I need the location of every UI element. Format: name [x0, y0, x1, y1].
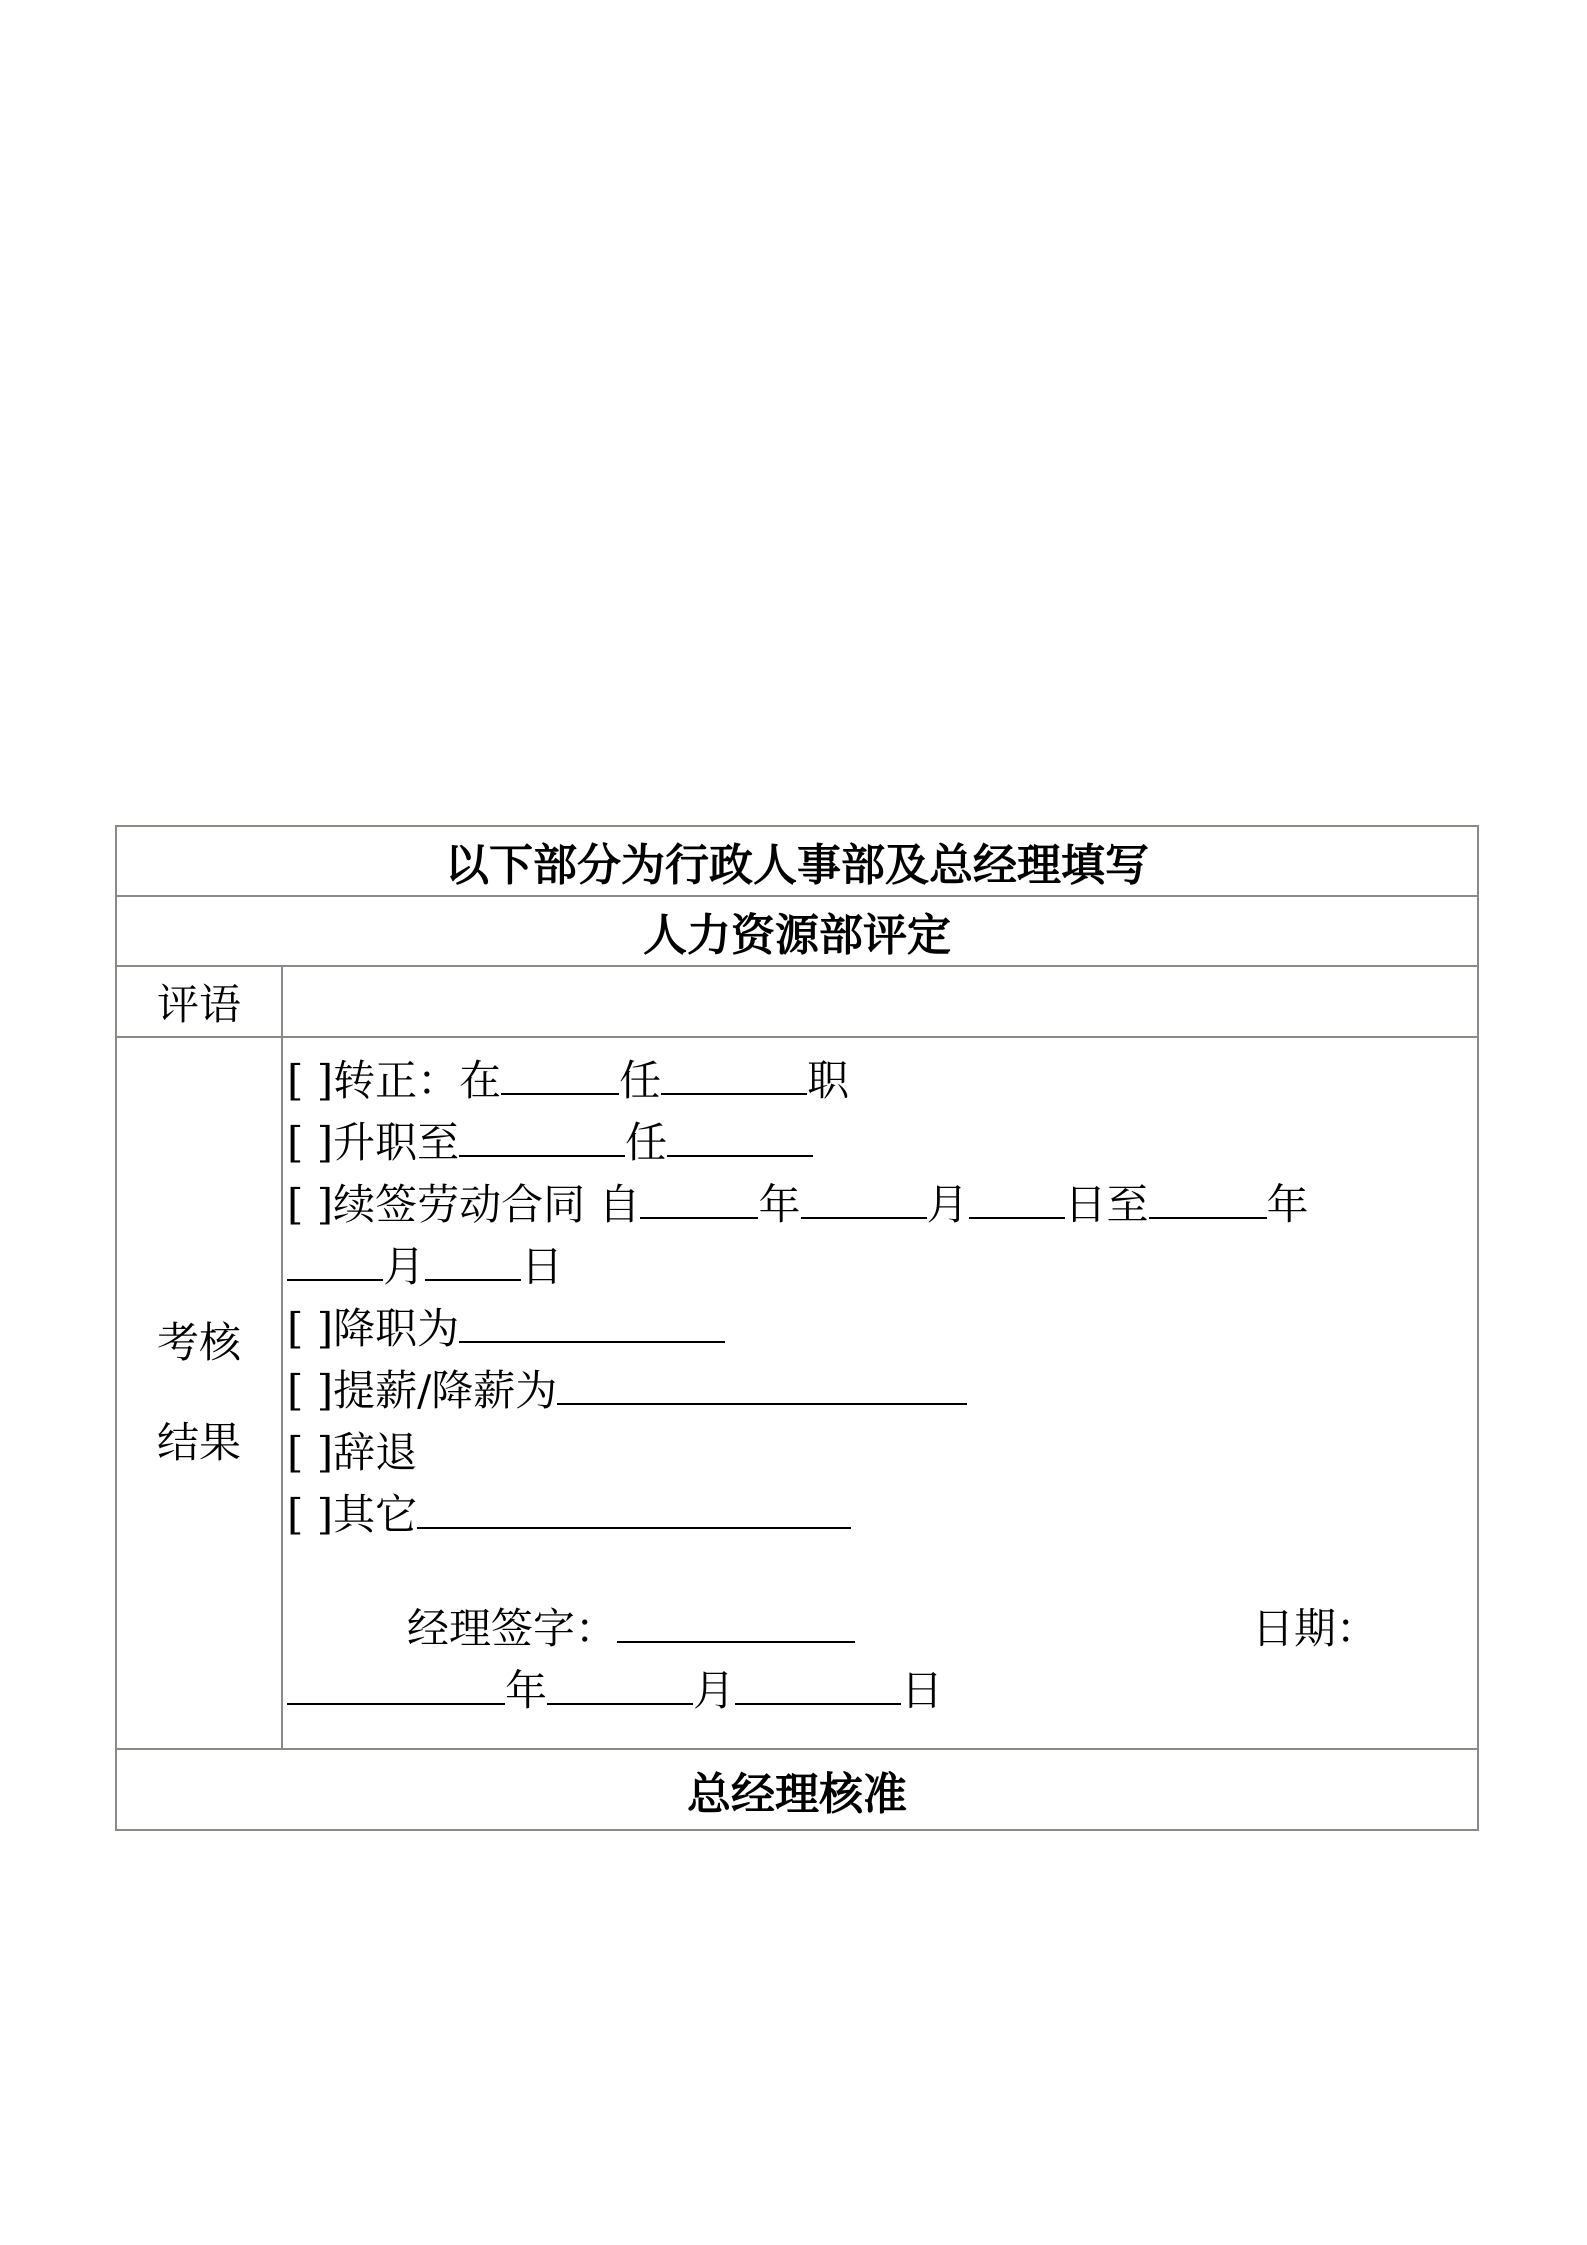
option-regularize	[287, 1050, 1477, 1112]
option-dismiss	[287, 1422, 1477, 1484]
checkbox-promote[interactable]: [ ]	[287, 1118, 334, 1167]
result-options-cell	[282, 1037, 1478, 1749]
option-renew-continued	[287, 1236, 1477, 1298]
blank-renew-month1[interactable]	[801, 1175, 927, 1219]
option-regularize-mid: 任	[619, 1056, 662, 1105]
sign-year: 年	[505, 1666, 548, 1715]
checkbox-renew[interactable]: [ ]	[287, 1180, 334, 1229]
manager-signature	[407, 1598, 855, 1660]
checkbox-regularize[interactable]: [ ]	[287, 1056, 334, 1105]
title-row	[116, 826, 1478, 896]
option-promote-mid: 任	[625, 1118, 668, 1167]
blank-renew-year2[interactable]	[1149, 1175, 1267, 1219]
option-other	[287, 1484, 1477, 1546]
blank-renew-year1[interactable]	[640, 1175, 758, 1219]
comment-label: 评语	[116, 966, 282, 1037]
signature-date-line	[287, 1660, 1477, 1722]
option-dismiss-label: 辞退	[333, 1428, 418, 1477]
checkbox-other[interactable]: [ ]	[287, 1490, 334, 1539]
signature-line	[287, 1598, 1477, 1660]
option-renew-year1: 年	[758, 1180, 801, 1229]
evaluation-form-table	[115, 825, 1479, 1831]
option-renew-year2: 年	[1266, 1180, 1309, 1229]
option-renew-day-to: 日至	[1064, 1180, 1149, 1229]
blank-regularize-dept[interactable]	[501, 1051, 619, 1095]
blank-demote[interactable]	[459, 1299, 725, 1343]
blank-sign-month[interactable]	[547, 1661, 693, 1705]
blank-promote-position[interactable]	[667, 1113, 813, 1157]
option-renew-day2: 日	[521, 1242, 564, 1291]
option-demote	[287, 1298, 1477, 1360]
checkbox-salary[interactable]: [ ]	[287, 1366, 334, 1415]
form-title: 以下部分为行政人事部及总经理填写	[116, 826, 1478, 896]
option-promote	[287, 1112, 1477, 1174]
checkbox-dismiss[interactable]: [ ]	[287, 1428, 334, 1477]
result-row	[116, 1037, 1478, 1749]
blank-promote-dept[interactable]	[459, 1113, 625, 1157]
option-renew-month2: 月	[383, 1242, 426, 1291]
date-label: 日期：	[1252, 1604, 1379, 1653]
option-other-label: 其它	[333, 1490, 418, 1539]
checkbox-demote[interactable]: [ ]	[287, 1304, 334, 1353]
blank-renew-day1[interactable]	[969, 1175, 1065, 1219]
option-demote-label: 降职为	[333, 1304, 460, 1353]
option-promote-label: 升职至	[333, 1118, 460, 1167]
option-salary-label: 提薪/降薪为	[333, 1366, 558, 1415]
blank-renew-month2[interactable]	[287, 1237, 383, 1281]
sign-month: 月	[693, 1666, 736, 1715]
option-salary	[287, 1360, 1477, 1422]
option-renew-label: 续签劳动合同 自	[333, 1180, 641, 1229]
blank-manager-signature[interactable]	[617, 1599, 855, 1643]
comment-row	[116, 966, 1478, 1037]
result-label-line1: 考核	[156, 1318, 241, 1367]
result-label-line2: 结果	[156, 1418, 241, 1467]
hr-section-row	[116, 896, 1478, 966]
option-renew-month1: 月	[926, 1180, 969, 1229]
comment-field[interactable]	[282, 966, 1478, 1037]
blank-sign-day[interactable]	[735, 1661, 901, 1705]
option-renew	[287, 1174, 1477, 1236]
result-label	[116, 1037, 282, 1749]
option-regularize-label: 转正：在	[333, 1056, 502, 1105]
blank-salary[interactable]	[557, 1361, 967, 1405]
blank-regularize-position[interactable]	[661, 1051, 807, 1095]
gm-section-row	[116, 1749, 1478, 1830]
gm-section-title: 总经理核准	[116, 1749, 1478, 1830]
blank-other[interactable]	[417, 1485, 851, 1529]
blank-sign-year[interactable]	[287, 1661, 505, 1705]
blank-renew-day2[interactable]	[425, 1237, 521, 1281]
option-regularize-end: 职	[807, 1056, 850, 1105]
hr-section-title: 人力资源部评定	[116, 896, 1478, 966]
sign-day: 日	[901, 1666, 944, 1715]
manager-signature-label: 经理签字：	[407, 1604, 618, 1653]
